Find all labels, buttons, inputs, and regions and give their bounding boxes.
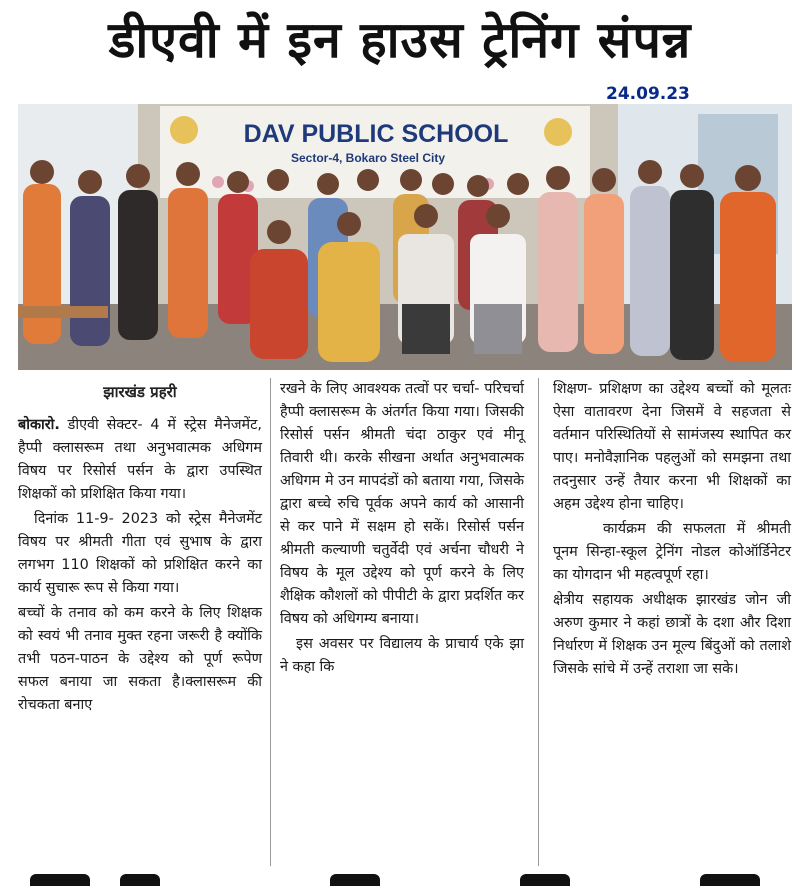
paragraph-text: डीएवी सेक्टर- 4 में स्ट्रेस मैनेजमेंट, हैप्पी क्लासरूम तथा अनुभवात्मक अधिगम विषय पर रिसोर्स पर्सन के द्वारा उपस्थित शिक्षकों को प्रशिक्षित किया गया। — [18, 417, 262, 502]
banner-subtitle: Sector-4, Bokaro Steel City — [290, 151, 446, 165]
dav-logo-right — [544, 118, 572, 146]
article-paragraph: रखने के लिए आवश्यक तत्वों पर चर्चा- परिचर्चा हैप्पी क्लासरूम के अंतर्गत किया गया। जिसकी रिसोर्स पर्सन श्रीमती चंदा ठाकुर एवं मीनू तिवारी थी। करके सीखना अर्थात अनुभवात्मक अधिगम मे उन मापदंडों को बताया गया, जिसके द्वारा बच्चे रुचि पूर्वक अपने कार्य को आसानी से कर पाने में सक्षम हो सकें। रिसोर्स पर्सन श्रीमती कल्याणी चतुर्वेदी एवं अर्चना चौधरी ने विषय के मूल उद्देश्य को पूर्ण करने के लिए शैक्षिक कौशलों को पीपीटी के द्वारा प्रदर्शित कर विषय को अधिगम्य बनाया। — [280, 381, 524, 627]
article-paragraph: कार्यक्रम की सफलता में श्रीमती पूनम सिन्हा-स्कूल ट्रेनिंग नोडल कोऑर्डिनेटर का योगदान भी महत्वपूर्ण रहा। — [553, 521, 791, 583]
article-paragraph: बच्चों के तनाव को कम करने के लिए शिक्षक को स्वयं भी तनाव मुक्त रहना जरूरी है क्योंकि तभी पठन-पाठन के उद्देश्य को पूर्ण रूपेण सफल बनाया जा सकता है।क्लासरूम की रोचकता बनाए — [18, 605, 262, 713]
article-paragraph — [18, 414, 262, 506]
next-article-cutoff — [0, 874, 800, 886]
table — [18, 306, 108, 318]
article-column-2 — [280, 378, 524, 868]
headline: डीएवी में इन हाउस ट्रेनिंग संपन्न — [108, 11, 692, 69]
article-paragraph: शिक्षण- प्रशिक्षण का उद्देश्य बच्चों को मूलतः ऐसा वातावरण देना जिसमें वे सहजता से वर्तमान परिस्थितियों से सामंजस्य स्थापित कर पाए। मनोवैज्ञानिक पहलुओं को समझना तथा तदनुसार उन्हें तैयार करना भी शिक्षकों का अहम उद्देश्य होना चाहिए। — [553, 381, 791, 512]
article-paragraph: दिनांक 11-9- 2023 को स्ट्रेस मैनेजमेंट विषय पर श्रीमती गीता एवं सुभाष के द्वारा लगभग 110 शिक्षकों को प्रशिक्षित करने का कार्य सुचारू रूप से किया गया। — [18, 511, 262, 596]
column-divider — [270, 378, 271, 866]
dav-logo-left — [170, 116, 198, 144]
article-paragraph: क्षेत्रीय सहायक अधीक्षक झारखंड जोन जी अरुण कुमार ने कहां छात्रों के दशा और दिशा निर्धारण में शिक्षक उन मूल्य बिंदुओं को तलाशे जिसके सांचे में उन्हें तराशा जा सके। — [553, 592, 791, 677]
article-column-1 — [18, 378, 262, 868]
group-photo — [18, 104, 792, 370]
column-divider — [538, 378, 539, 866]
banner-title: DAV PUBLIC SCHOOL — [243, 120, 509, 148]
article-paragraph: इस अवसर पर विद्यालय के प्राचार्य एके झा ने कहा कि — [280, 636, 524, 675]
dateline: बोकारो. — [18, 417, 60, 433]
publication-date: 24.09.23 — [606, 84, 690, 104]
article-column-3 — [553, 378, 791, 868]
source-name: झारखंड प्रहरी — [103, 383, 177, 401]
